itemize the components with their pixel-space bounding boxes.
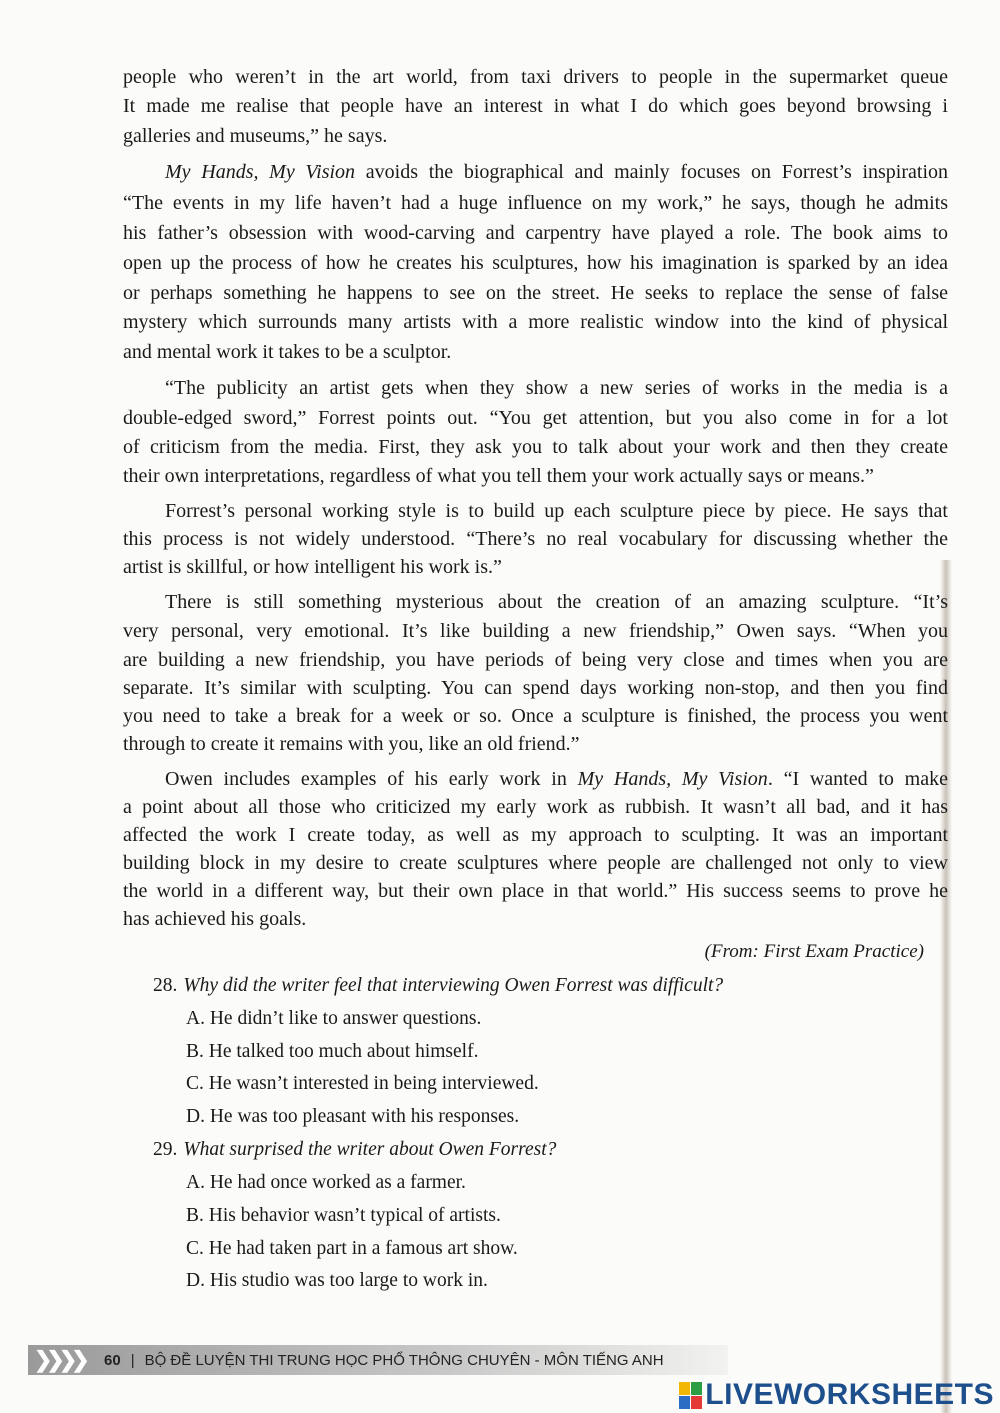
answer-option[interactable]: C. He wasn’t interested in being interviewed. bbox=[186, 1073, 539, 1094]
text-line bbox=[123, 191, 948, 215]
text-line bbox=[123, 281, 948, 305]
answer-option[interactable]: A. He didn’t like to answer questions. bbox=[186, 1008, 482, 1029]
question-text: What surprised the writer about Owen Forrest? bbox=[183, 1139, 557, 1160]
answer-option[interactable]: D. He was too pleasant with his responses. bbox=[186, 1106, 520, 1127]
text-line bbox=[165, 767, 948, 791]
text-line bbox=[123, 732, 948, 756]
text-segment: Forrest’s personal working style is to build up each sculpture piece by piece. He says that bbox=[165, 500, 948, 522]
text-segment: There is still something mysterious about the creation of an amazing sculpture. “It’s bbox=[165, 591, 948, 613]
text-line bbox=[123, 65, 948, 89]
text-segment: double-edged sword,” Forrest points out. “You get attention, but you also come in for a lot bbox=[123, 407, 948, 429]
text-line bbox=[123, 704, 948, 728]
text-line bbox=[123, 527, 948, 551]
text-segment: a point about all those who criticized my early work as rubbish. It wasn’t all bad, and it has bbox=[123, 796, 948, 818]
answer-option[interactable]: A. He had once worked as a farmer. bbox=[186, 1172, 466, 1193]
text-line bbox=[165, 160, 948, 184]
question-number: 29. bbox=[153, 1139, 178, 1160]
text-segment: mystery which surrounds many artists with a more realistic window into the kind of physical bbox=[123, 311, 948, 333]
page-number: 60 bbox=[104, 1351, 121, 1369]
text-segment: through to create it remains with you, like an old friend.” bbox=[123, 733, 580, 755]
text-line bbox=[123, 221, 948, 245]
text-segment: artist is skillful, or how intelligent his work is.” bbox=[123, 556, 502, 578]
text-segment: their own interpretations, regardless of what you tell them your work actually says or means.” bbox=[123, 465, 874, 487]
text-line bbox=[123, 310, 948, 334]
answer-option[interactable]: B. His behavior wasn’t typical of artists. bbox=[186, 1205, 501, 1226]
text-segment: “The events in my life haven’t had a huge influence on my work,” he says, though he admits bbox=[123, 192, 948, 214]
text-segment: avoids the biographical and mainly focuses on Forrest’s inspiration bbox=[355, 161, 948, 183]
question bbox=[153, 974, 723, 998]
question bbox=[153, 1138, 556, 1162]
question-text: Why did the writer feel that interviewing Owen Forrest was difficult? bbox=[183, 975, 724, 996]
text-line bbox=[123, 851, 948, 875]
text-line bbox=[123, 648, 948, 672]
text-line bbox=[123, 124, 948, 148]
text-line bbox=[123, 619, 948, 643]
text-line bbox=[123, 907, 948, 931]
text-segment: the world in a different way, but their own place in that world.” His success seems to prove he bbox=[123, 880, 948, 902]
text-line bbox=[123, 464, 948, 488]
text-segment: building block in my desire to create sculptures where people are challenged not only to view bbox=[123, 852, 948, 874]
text-segment: or perhaps something he happens to see on the street. He seeks to replace the sense of false bbox=[123, 282, 948, 304]
text-segment: Owen includes examples of his early work in bbox=[165, 768, 578, 790]
liveworksheets-logo[interactable] bbox=[679, 1378, 994, 1412]
logo-text: LIVEWORKSHEETS bbox=[705, 1378, 994, 1411]
text-line bbox=[123, 795, 948, 819]
text-segment: has achieved his goals. bbox=[123, 908, 307, 930]
text-line bbox=[123, 251, 948, 275]
question-number: 28. bbox=[153, 975, 178, 996]
text-line bbox=[165, 590, 948, 614]
text-segment: are building a new friendship, you have periods of being very close and times when you are bbox=[123, 649, 948, 671]
text-segment: open up the process of how he creates his sculptures, how his imagination is sparked by an idea bbox=[123, 252, 948, 274]
text-segment: people who weren’t in the art world, from taxi drivers to people in the supermarket queue bbox=[123, 66, 948, 88]
text-segment: galleries and museums,” he says. bbox=[123, 125, 388, 147]
book-title: BỘ ĐỀ LUYỆN THI TRUNG HỌC PHỔ THÔNG CHUYÊN - MÔN TIẾNG ANH bbox=[144, 1351, 664, 1369]
text-segment: his father’s obsession with wood-carving and carpentry have played a role. The book aims to bbox=[123, 222, 948, 244]
text-line bbox=[123, 823, 948, 847]
text-line bbox=[123, 435, 948, 459]
answer-option[interactable]: D. His studio was too large to work in. bbox=[186, 1270, 488, 1291]
text-line bbox=[123, 879, 948, 903]
text-segment: and mental work it takes to be a sculptor. bbox=[123, 341, 452, 363]
answer-option[interactable]: C. He had taken part in a famous art show. bbox=[186, 1238, 518, 1259]
page-footer bbox=[28, 1345, 728, 1375]
text-line bbox=[165, 499, 948, 523]
book-title-italic: My Hands, My Vision bbox=[165, 161, 356, 183]
text-segment: very personal, very emotional. It’s like building a new friendship,” Owen says. “When you bbox=[123, 620, 948, 642]
text-segment: . “I wanted to make bbox=[767, 768, 948, 790]
text-line bbox=[123, 676, 948, 700]
chevrons-icon: ❯❯❯❯ bbox=[34, 1347, 84, 1372]
text-segment: “The publicity an artist gets when they show a new series of works in the media is a bbox=[165, 377, 948, 399]
text-line bbox=[123, 555, 948, 579]
answer-option[interactable]: B. He talked too much about himself. bbox=[186, 1041, 479, 1062]
text-segment: this process is not widely understood. “There’s no real vocabulary for discussing whether the bbox=[123, 528, 948, 550]
source-citation: (From: First Exam Practice) bbox=[704, 941, 924, 962]
book-title-italic: My Hands, My Vision bbox=[577, 768, 768, 790]
text-segment: separate. It’s similar with sculpting. You can spend days working non-stop, and then you find bbox=[123, 677, 948, 699]
text-line bbox=[123, 340, 948, 364]
logo-squares-icon bbox=[679, 1382, 702, 1409]
footer-separator: | bbox=[130, 1351, 135, 1369]
text-line bbox=[123, 94, 948, 118]
text-segment: affected the work I create today, as well as my approach to sculpting. It was an important bbox=[123, 824, 948, 846]
text-segment: you need to take a break for a week or so. Once a sculpture is finished, the process you went bbox=[123, 705, 948, 727]
text-line bbox=[123, 406, 948, 430]
text-line bbox=[165, 376, 948, 400]
text-segment: It made me realise that people have an interest in what I do which goes beyond browsing i bbox=[123, 95, 948, 117]
text-segment: of criticism from the media. First, they ask you to talk about your work and then they create bbox=[123, 436, 948, 458]
